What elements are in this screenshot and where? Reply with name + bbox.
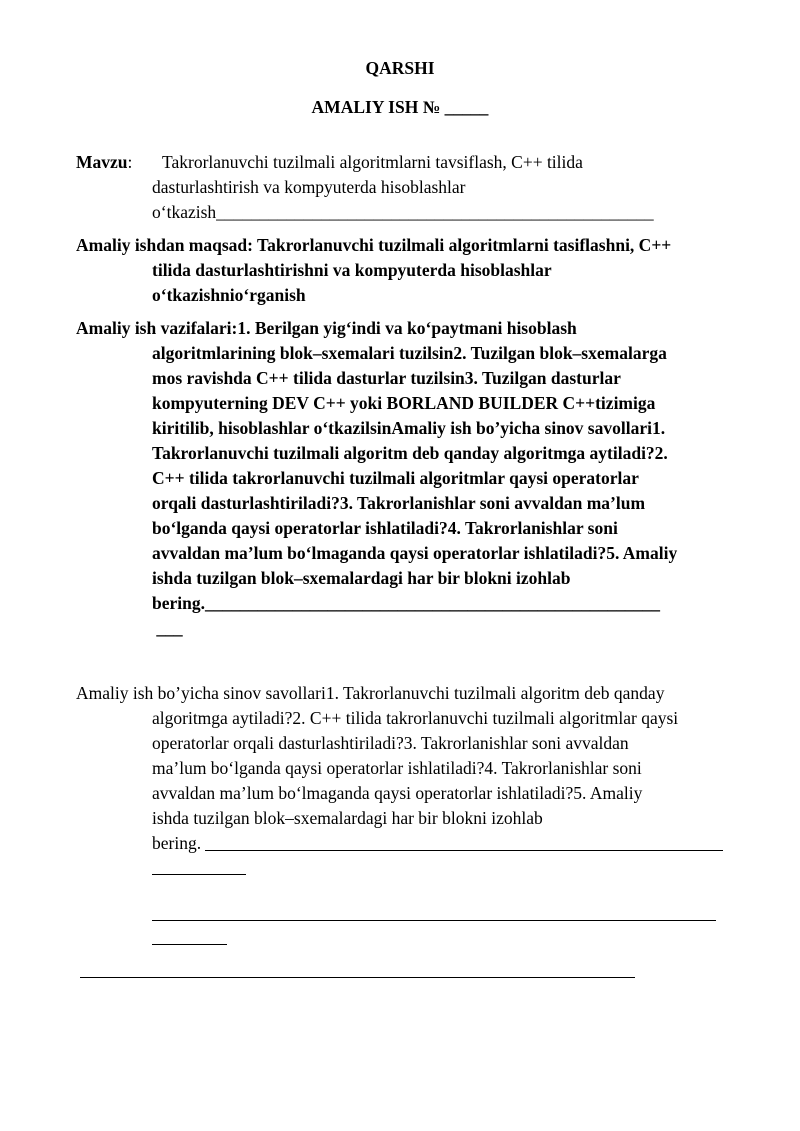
sinov-line-1: Amaliy ish bo’yicha sinov savollari1. Takrorlanuvchi tuzilmali algoritm deb qanday [76, 683, 665, 703]
vazifalar-line-5: kiritilib, hisoblashlar o‘tkazilsinAmaliy ish bo’yicha sinov savollari1. [152, 418, 666, 438]
footer-rule [80, 977, 635, 978]
city-title: QARSHI [365, 58, 435, 78]
sinov-line-3: operatorlar orqali dasturlashtiriladi?3. Takrorlanishlar soni avvaldan [152, 733, 629, 753]
sinov-line-7: bering. [152, 833, 202, 853]
vazifalar-line-11: ishda tuzilgan blok–sxemalardagi har bir blokni izohlab [152, 568, 571, 588]
vazifalar-line-4: kompyuterning DEV C++ yoki BORLAND BUILDER C++tizimiga [152, 393, 656, 413]
vazifalar-line-13: ___ [152, 618, 183, 638]
mavzu-label: Mavzu [76, 152, 128, 172]
vazifalar-line-8: orqali dasturlashtiriladi?3. Takrorlanishlar soni avvaldan ma’lum [152, 493, 646, 513]
maqsad-line-3: o‘tkazishnio‘rganish [152, 285, 306, 305]
sinov-line-5: avvaldan ma’lum bo‘lmaganda qaysi operatorlar ishlatiladi?5. Amaliy [152, 783, 643, 803]
mavzu-line-2: dasturlashtirish va kompyuterda hisoblashlar [152, 177, 466, 197]
mavzu-colon: : [127, 152, 133, 172]
answer-blank-line-2 [152, 874, 246, 875]
sinov-line-2: algoritmga aytiladi?2. C++ tilida takrorlanuvchi tuzilmali algoritmlar qaysi [152, 708, 679, 728]
work-title: AMALIY ISH № _____ [311, 97, 489, 117]
vazifalar-line-3: mos ravishda C++ tilida dasturlar tuzilsin3. Tuzilgan dasturlar [152, 368, 621, 388]
vazifalar-line-7: C++ tilida takrorlanuvchi tuzilmali algoritmlar qaysi operatorlar [152, 468, 639, 488]
vazifalar-line-2: algoritmlarining blok–sxemalari tuzilsin2. Tuzilgan blok–sxemalarga [152, 343, 667, 363]
mavzu-line-3: o‘tkazish__________________________________________________ [152, 202, 654, 222]
answer-blank-line-1 [205, 850, 723, 851]
vazifalar-line-9: bo‘lganda qaysi operatorlar ishlatiladi?4. Takrorlanishlar soni [152, 518, 618, 538]
vazifalar-line-1: Amaliy ish vazifalari:1. Berilgan yig‘indi va ko‘paytmani hisoblash [76, 318, 577, 338]
vazifalar-line-6: Takrorlanuvchi tuzilmali algoritm deb qanday algoritmga aytiladi?2. [152, 443, 668, 463]
answer-blank-line-3 [152, 920, 716, 921]
mavzu-line-1: Takrorlanuvchi tuzilmali algoritmlarni tavsiflash, C++ tilida [162, 152, 583, 172]
sinov-line-4: ma’lum bo‘lganda qaysi operatorlar ishlatiladi?4. Takrorlanishlar soni [152, 758, 642, 778]
vazifalar-line-10: avvaldan ma’lum bo‘lmaganda qaysi operatorlar ishlatiladi?5. Amaliy [152, 543, 678, 563]
vazifalar-line-12: bering.____________________________________________________ [152, 593, 660, 613]
sinov-line-6: ishda tuzilgan blok–sxemalardagi har bir blokni izohlab [152, 808, 543, 828]
mavzu-label-row [76, 152, 132, 173]
maqsad-line-2: tilida dasturlashtirishni va kompyuterda hisoblashlar [152, 260, 552, 280]
maqsad-line-1: Amaliy ishdan maqsad: Takrorlanuvchi tuzilmali algoritmlarni tasiflashni, C++ [76, 235, 672, 255]
answer-blank-line-4 [152, 944, 227, 945]
